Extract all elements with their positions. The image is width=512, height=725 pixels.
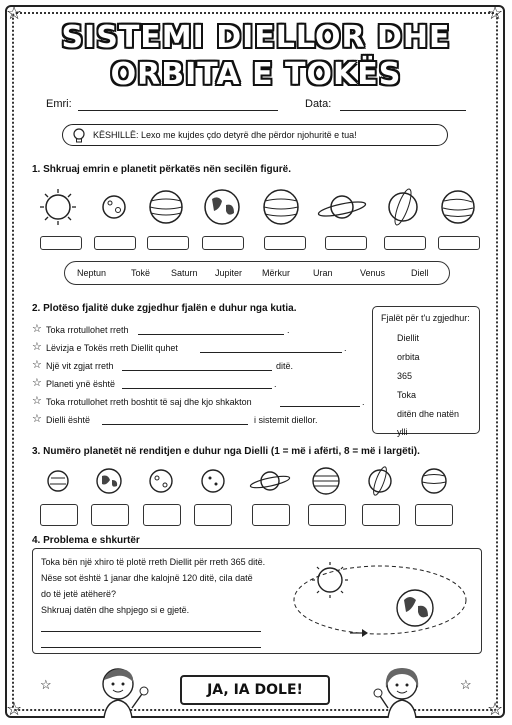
word-bank-item: Uran: [313, 268, 333, 278]
section-2-heading: 2. Plotëso fjalitë duke zgjedhur fjalën e duhur nga kutia.: [32, 303, 297, 314]
saturn-icon: [317, 196, 366, 219]
sentence-6-end: i sistemit diellor.: [254, 415, 318, 425]
sentence-5-end: .: [362, 397, 365, 407]
word-bank-item: Saturn: [171, 268, 198, 278]
word-choice-item: Diellit: [397, 333, 420, 343]
planet-figures-row: [36, 187, 486, 227]
star-icon: ☆: [6, 699, 23, 719]
planet-name-box-7[interactable]: [384, 236, 426, 250]
sentence-4-end: .: [274, 379, 277, 389]
star-bullet-icon: ☆: [32, 323, 42, 335]
word-bank-item: Jupiter: [215, 268, 243, 278]
jupiter-icon: [313, 468, 339, 494]
sentence-5-blank[interactable]: [280, 406, 360, 407]
venus-icon: [202, 470, 224, 492]
order-box-4[interactable]: [194, 504, 232, 526]
word-choice-item: ditën dhe natën: [397, 409, 460, 419]
name-label: Emri:: [46, 98, 72, 110]
sentence-6-start: Dielli është: [46, 415, 91, 425]
sentence-4-start: Planeti ynë është: [46, 379, 116, 389]
star-bullet-icon: ☆: [32, 395, 42, 407]
date-field[interactable]: [340, 110, 466, 111]
word-bank-item: Diell: [411, 268, 429, 278]
mercury-icon: [48, 471, 68, 491]
order-box-7[interactable]: [362, 504, 400, 526]
word-bank-item: Tokë: [131, 268, 151, 278]
order-box-8[interactable]: [415, 504, 453, 526]
word-bank-item: Mërkur: [262, 268, 291, 278]
star-icon: ☆: [487, 699, 504, 719]
jupiter-icon: [150, 191, 182, 223]
word-choice-box: [372, 306, 480, 437]
title-line-1: SISTEMI DIELLOR DHE: [61, 20, 451, 55]
title-line-2: ORBITA E TOKËS: [110, 57, 402, 92]
word-choice-item: Toka: [397, 390, 417, 400]
order-box-1[interactable]: [40, 504, 78, 526]
problem-line-2: Nëse sot është 1 janar dhe kalojnë 120 ditë, cila datë: [41, 573, 253, 583]
word-choice-title: Fjalët për t'u zgjedhur:: [381, 313, 470, 323]
girl-illustration: [370, 660, 430, 718]
arrow-icon: [350, 629, 368, 637]
planet-order-row: [44, 466, 464, 496]
sentence-2-start: Lëvizja e Tokës rreth Diellit quhet: [46, 343, 178, 353]
uranus-icon: [369, 466, 391, 497]
star-bullet-icon: ☆: [32, 377, 42, 389]
answer-line-2[interactable]: [41, 647, 261, 648]
problem-line-3: do të jetë atëherë?: [41, 589, 117, 599]
sentence-3-blank[interactable]: [122, 370, 272, 371]
word-bank-item: Venus: [360, 268, 386, 278]
venus-icon: [442, 191, 474, 223]
word-choice-item: 365: [397, 371, 413, 381]
section-4-heading: 4. Problema e shkurtër: [32, 535, 140, 546]
star-icon: ☆: [6, 3, 23, 23]
tip-box: [62, 124, 448, 146]
congrats-banner: JA, IA DOLE!: [180, 675, 330, 705]
sentence-6-blank[interactable]: [102, 424, 248, 425]
planet-name-box-4[interactable]: [202, 236, 244, 250]
sentence-3-start: Një vit zgjat rreth: [46, 361, 114, 371]
star-bullet-icon: ☆: [32, 341, 42, 353]
planet-name-box-1[interactable]: [40, 236, 82, 250]
saturn-icon: [250, 472, 291, 490]
problem-line-4: Shkruaj datën dhe shpjego si e gjetë.: [41, 605, 190, 615]
sentence-2-end: .: [344, 343, 347, 353]
order-box-3[interactable]: [143, 504, 181, 526]
sentence-4-blank[interactable]: [122, 388, 272, 389]
star-icon: ☆: [40, 677, 52, 692]
planet-name-box-5[interactable]: [264, 236, 306, 250]
sentence-5-start: Toka rrotullohet rreth boshtit të saj dhe kjo shkakton: [46, 397, 252, 407]
planet-name-box-2[interactable]: [94, 236, 136, 250]
star-bullet-icon: ☆: [32, 359, 42, 371]
earth-icon: [205, 190, 239, 224]
neptune-icon: [422, 469, 446, 493]
sentence-1-start: Toka rrotullohet rreth: [46, 325, 129, 335]
answer-line-1[interactable]: [41, 631, 261, 632]
order-box-6[interactable]: [308, 504, 346, 526]
earth-orbit-illustration: [290, 550, 470, 650]
star-icon: ☆: [460, 677, 472, 692]
sun-icon: [40, 189, 76, 225]
planet-name-box-8[interactable]: [438, 236, 480, 250]
sentence-2-blank[interactable]: [200, 352, 342, 353]
section-1-heading: 1. Shkruaj emrin e planetit përkatës nën secilën figurë.: [32, 164, 291, 175]
earth-icon: [97, 469, 121, 493]
word-bank-item: Neptun: [77, 268, 107, 278]
sun-icon: [312, 562, 348, 598]
section-3-heading: 3. Numëro planetët në renditjen e duhur nga Dielli (1 = më i afërti, 8 = më i largëti).: [32, 446, 420, 457]
word-choice-item: ylli: [397, 427, 408, 437]
uranus-icon: [389, 187, 417, 226]
date-label: Data:: [305, 98, 332, 110]
boy-illustration: [96, 660, 156, 718]
sentence-1-blank[interactable]: [138, 334, 284, 335]
mercury-icon: [103, 196, 125, 218]
problem-line-1: Toka bën një xhiro të plotë rreth Diellit për rreth 365 ditë.: [41, 557, 266, 567]
lightbulb-icon: [72, 128, 86, 144]
sentence-3-end: ditë.: [276, 361, 294, 371]
neptune-icon: [264, 190, 298, 224]
name-field[interactable]: [78, 110, 278, 111]
word-bank: [64, 261, 450, 285]
tip-label: KËSHILLË:: [93, 130, 139, 140]
order-box-5[interactable]: [252, 504, 290, 526]
star-bullet-icon: ☆: [32, 413, 42, 425]
order-box-2[interactable]: [91, 504, 129, 526]
planet-name-box-6[interactable]: [325, 236, 367, 250]
sentence-1-end: .: [287, 325, 290, 335]
star-icon: ☆: [487, 3, 504, 23]
word-choice-item: orbita: [397, 352, 420, 362]
tip-text: Lexo me kujdes çdo detyrë dhe përdor njohuritë e tua!: [141, 130, 357, 140]
mars-icon: [150, 470, 172, 492]
planet-name-box-3[interactable]: [147, 236, 189, 250]
earth-icon: [397, 590, 433, 626]
